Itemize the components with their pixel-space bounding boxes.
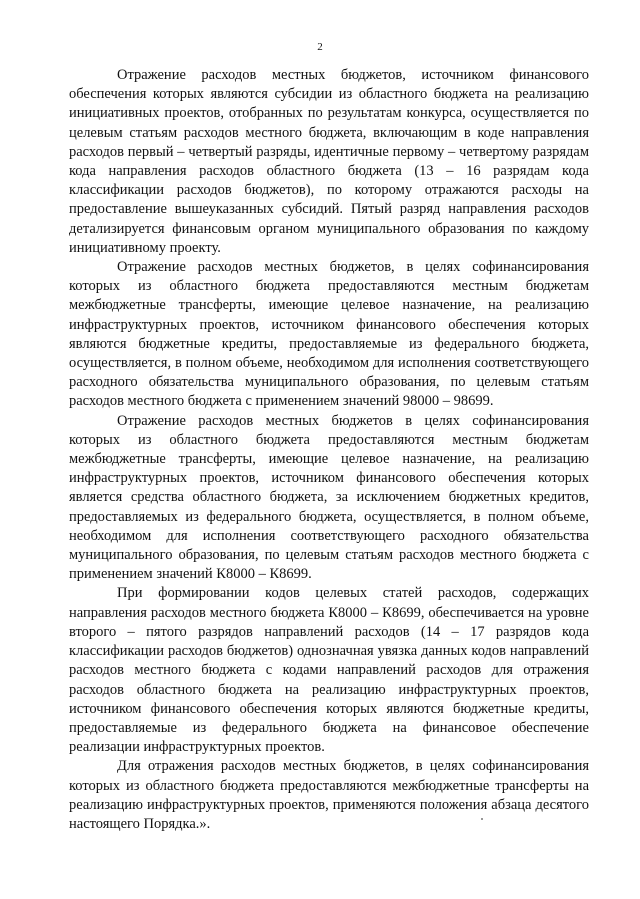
page-number: 2 (317, 41, 323, 53)
scan-speck (481, 818, 483, 820)
paragraph-code-formation: При формировании кодов целевых статей расходов, содержащих направления расходов местного бюджета К8000 – К8699, обеспечивается на уровне второго – пятого разрядов направлений расходов (14 – 17 разрядов кода классификации расходов бюджетов) однозначная увязка данных кодов направлений расходов местного бюджета с кодами направлений расходов для отражения расходов областного бюджета на реализацию инфраструктурных проектов, источником финансового обеспечения которых являются бюджетные кредиты, предоставляемые из федерального бюджета на финансовое обеспечение реализации инфраструктурных проектов. (69, 585, 589, 756)
paragraph-regional-funds: Отражение расходов местных бюджетов в целях софинансирования которых из областного бюджета предоставляются местным бюджетам межбюджетные трансферты, имеющие целевое назначение, на реализацию инфраструктурных проектов, источником финансового обеспечения которых является средства областного бюджета, за исключением бюджетных кредитов, предоставляемых из федерального бюджета, осуществляется, в полном объеме, необходимом для исполнения соответствующего расходного обязательства муниципального образования, по целевым статьям расходов местного бюджета с применением значений К8000 – К8699. (69, 412, 589, 583)
paragraph-final-provision: Для отражения расходов местных бюджетов, в целях софинансирования которых из областного бюджета предоставляются межбюджетные трансферты на реализацию инфраструктурных проектов, применяются положения абзаца десятого настоящего Порядка.». (69, 758, 589, 832)
document-body (69, 66, 589, 834)
paragraph-initiative-projects: Отражение расходов местных бюджетов, источником финансового обеспечения которых являются субсидии из областного бюджета на реализацию инициативных проектов, отобранных по результатам конкурса, осуществляется по целевым статьям расходов местного бюджета, включающим в коде направления расходов первый – четвертый разряды, идентичные первому – четвертому разрядам кода направления расходов областного бюджета (13 – 16 разрядам кода классификации расходов бюджетов), по которому отражаются расходы на предоставление вышеуказанных субсидий. Пятый разряд направления расходов детализируется финансовым органом муниципального образования по каждому инициативному проекту. (69, 67, 589, 256)
paragraph-budget-credits: Отражение расходов местных бюджетов, в целях софинансирования которых из областного бюджета предоставляются местным бюджетам межбюджетные трансферты, имеющие целевое назначение, на реализацию инфраструктурных проектов, источником финансового обеспечения которых являются бюджетные кредиты, предоставляемые из федерального бюджета, осуществляется, в полном объеме, необходимом для исполнения соответствующего расходного обязательства муниципального образования, по целевым статьям расходов местного бюджета с применением значений 98000 – 98699. (69, 259, 589, 410)
